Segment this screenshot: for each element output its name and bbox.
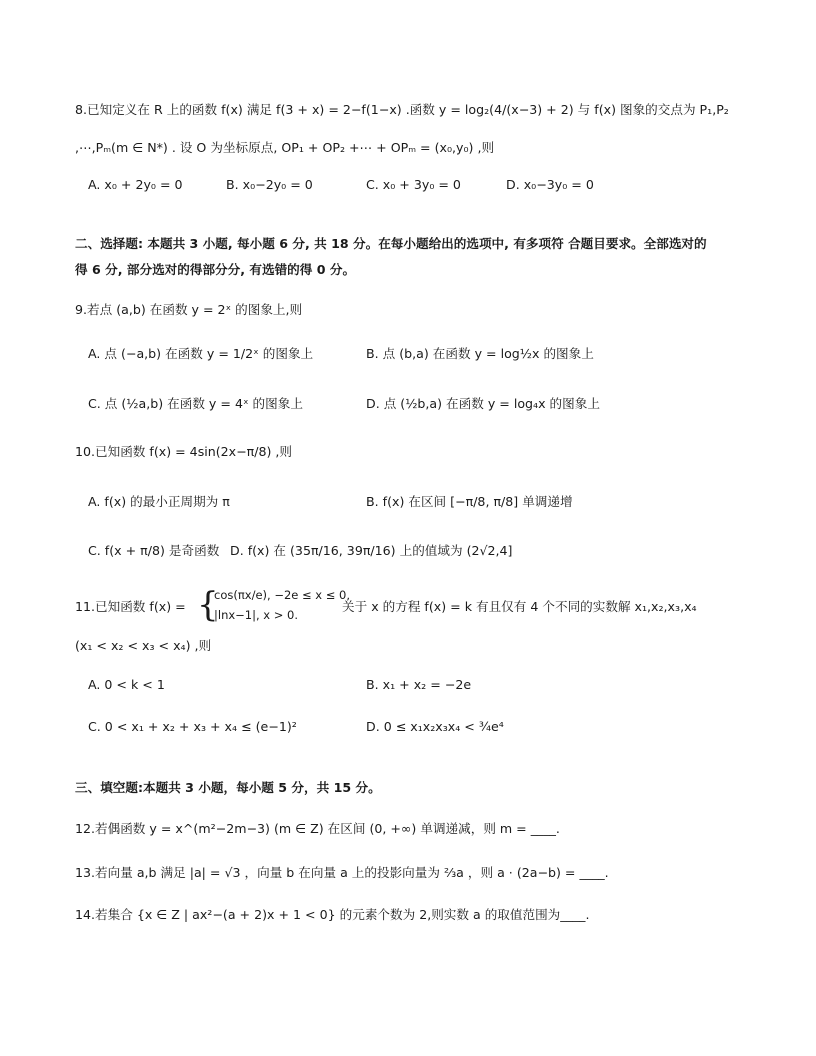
section3-title: 三、填空题:本题共 3 小题，每小题 5 分，共 15 分。	[75, 780, 381, 795]
q12-text: 12.若偶函数 y = x^(m²−2m−3) (m ∈ Z) 在区间 (0, +∞) 单调递减，则 m = ____.	[75, 821, 560, 836]
q8-option-c: C. x₀ + 3y₀ = 0	[366, 177, 461, 192]
q9-option-d: D. 点 (½b,a) 在函数 y = log₄x 的图象上	[366, 396, 600, 411]
q10-option-b: B. f(x) 在区间 [−π/8, π/8] 单调递增	[366, 494, 573, 509]
q9-option-c: C. 点 (½a,b) 在函数 y = 4ˣ 的图象上	[88, 396, 303, 411]
q11-option-a: A. 0 < k < 1	[88, 677, 165, 692]
q8-option-a: A. x₀ + 2y₀ = 0	[88, 177, 183, 192]
q11-option-b: B. x₁ + x₂ = −2e	[366, 677, 472, 692]
q8-line1: 8.已知定义在 R 上的函数 f(x) 满足 f(3 + x) = 2−f(1−x) .函数 y = log₂(4/(x−3) + 2) 与 f(x) 图象的交点为 P₁,P₂	[75, 102, 729, 117]
section2-line1: 二、选择题: 本题共 3 小题, 每小题 6 分, 共 18 分。在每小题给出的选项中, 有多项符 合题目要求。全部选对的	[75, 236, 707, 251]
q11-stem-func: 11.已知函数 f(x) =	[75, 599, 186, 614]
q14-text: 14.若集合 {x ∈ Z | ax²−(a + 2)x + 1 < 0} 的元素个数为 2,则实数 a 的取值范围为____.	[75, 907, 590, 922]
q11-option-c: C. 0 < x₁ + x₂ + x₃ + x₄ ≤ (e−1)²	[88, 719, 297, 734]
q9-option-a: A. 点 (−a,b) 在函数 y = 1/2ˣ 的图象上	[88, 346, 314, 361]
section2-line2: 得 6 分, 部分选对的得部分分, 有选错的得 0 分。	[75, 262, 356, 277]
q11-case2: |lnx−1|, x > 0.	[214, 608, 299, 622]
q8-line2: ,⋯,Pₘ(m ∈ N*) . 设 O 为坐标原点, OP₁ + OP₂ +⋯ + OPₘ = (x₀,y₀) ,则	[75, 140, 495, 155]
q8-option-d: D. x₀−3y₀ = 0	[506, 177, 594, 192]
q11-brace: {	[197, 585, 219, 625]
q9-stem: 9.若点 (a,b) 在函数 y = 2ˣ 的图象上,则	[75, 302, 303, 317]
q10-option-c: C. f(x + π/8) 是奇函数	[88, 543, 220, 558]
q10-stem: 10.已知函数 f(x) = 4sin(2x−π/8) ,则	[75, 444, 293, 459]
q9-option-b: B. 点 (b,a) 在函数 y = log½x 的图象上	[366, 346, 594, 361]
q8-option-b: B. x₀−2y₀ = 0	[226, 177, 313, 192]
q13-text: 13.若向量 a,b 满足 |a| = √3 ，向量 b 在向量 a 上的投影向量为 ⅔a ，则 a · (2a−b) = ____.	[75, 865, 609, 880]
q11-case1: cos(πx/e), −2e ≤ x ≤ 0,	[214, 588, 351, 602]
q11-stem-rest: 关于 x 的方程 f(x) = k 有且仅有 4 个不同的实数解 x₁,x₂,x₃,x₄	[342, 599, 697, 614]
q11-line2: (x₁ < x₂ < x₃ < x₄) ,则	[75, 638, 212, 653]
q10-option-d: D. f(x) 在 (35π/16, 39π/16) 上的值域为 (2√2,4]	[230, 543, 513, 558]
q11-option-d: D. 0 ≤ x₁x₂x₃x₄ < ¾e⁴	[366, 719, 504, 734]
q10-option-a: A. f(x) 的最小正周期为 π	[88, 494, 230, 509]
